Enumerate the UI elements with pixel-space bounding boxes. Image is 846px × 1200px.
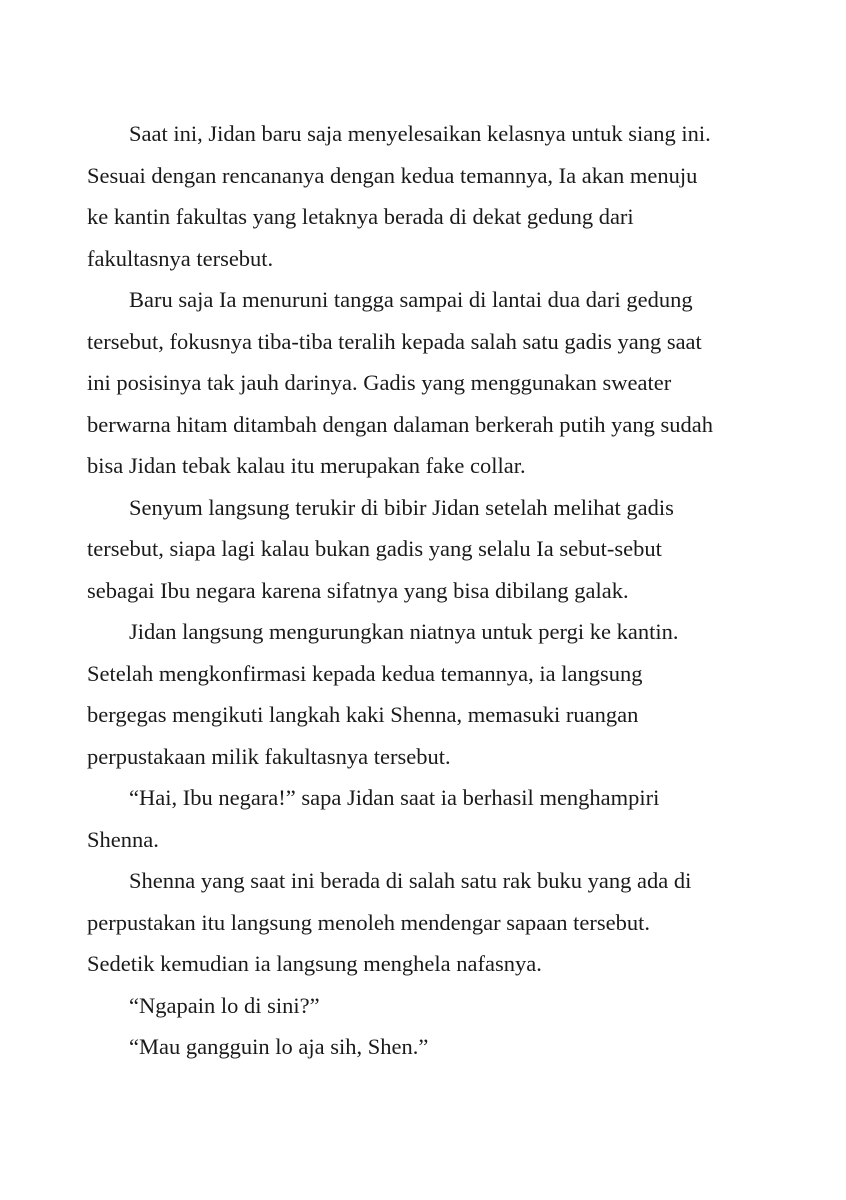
text-line: Saat ini, Jidan baru saja menyelesaikan kelasnya untuk siang ini. bbox=[129, 121, 711, 146]
text-line: “Mau gangguin lo aja sih, Shen.” bbox=[129, 1034, 429, 1059]
text-line: fakultasnya tersebut. bbox=[87, 245, 274, 271]
text-line: Jidan langsung mengurungkan niatnya untuk pergi ke kantin. bbox=[129, 619, 679, 644]
story-text bbox=[87, 113, 767, 1068]
text-line: Senyum langsung terukir di bibir Jidan setelah melihat gadis bbox=[129, 494, 674, 520]
text-line: “Hai, Ibu negara!” sapa Jidan saat ia berhasil menghampiri bbox=[129, 785, 660, 810]
text-line: Sesuai dengan rencananya dengan kedua temannya, Ia akan menuju bbox=[87, 162, 698, 188]
text-line: sebagai Ibu negara karena sifatnya yang bisa dibilang galak. bbox=[87, 577, 629, 603]
text-line: berwarna hitam ditambah dengan dalaman berkerah putih yang sudah bbox=[87, 411, 714, 437]
text-line: Setelah mengkonfirmasi kepada kedua temannya, ia langsung bbox=[87, 660, 643, 686]
text-line: Sedetik kemudian ia langsung menghela nafasnya. bbox=[87, 951, 542, 976]
text-line: Shenna yang saat ini berada di salah satu rak buku yang ada di bbox=[129, 868, 692, 893]
text-line: Shenna. bbox=[87, 826, 159, 852]
text-line: bergegas mengikuti langkah kaki Shenna, memasuki ruangan bbox=[87, 702, 639, 727]
text-line: bisa Jidan tebak kalau itu merupakan fake collar. bbox=[87, 453, 526, 478]
text-line: perpustakaan milik fakultasnya tersebut. bbox=[87, 743, 451, 769]
text-line: tersebut, fokusnya tiba-tiba teralih kepada salah satu gadis yang saat bbox=[87, 328, 702, 354]
text-line: ini posisinya tak jauh darinya. Gadis yang menggunakan sweater bbox=[87, 370, 672, 395]
text-line: Baru saja Ia menuruni tangga sampai di lantai dua dari gedung bbox=[129, 287, 693, 312]
text-line: perpustakan itu langsung menoleh mendengar sapaan tersebut. bbox=[87, 909, 650, 935]
text-line: “Ngapain lo di sini?” bbox=[129, 992, 320, 1018]
text-line: tersebut, siapa lagi kalau bukan gadis yang selalu Ia sebut-sebut bbox=[87, 536, 662, 561]
text-line: ke kantin fakultas yang letaknya berada di dekat gedung dari bbox=[87, 204, 634, 229]
